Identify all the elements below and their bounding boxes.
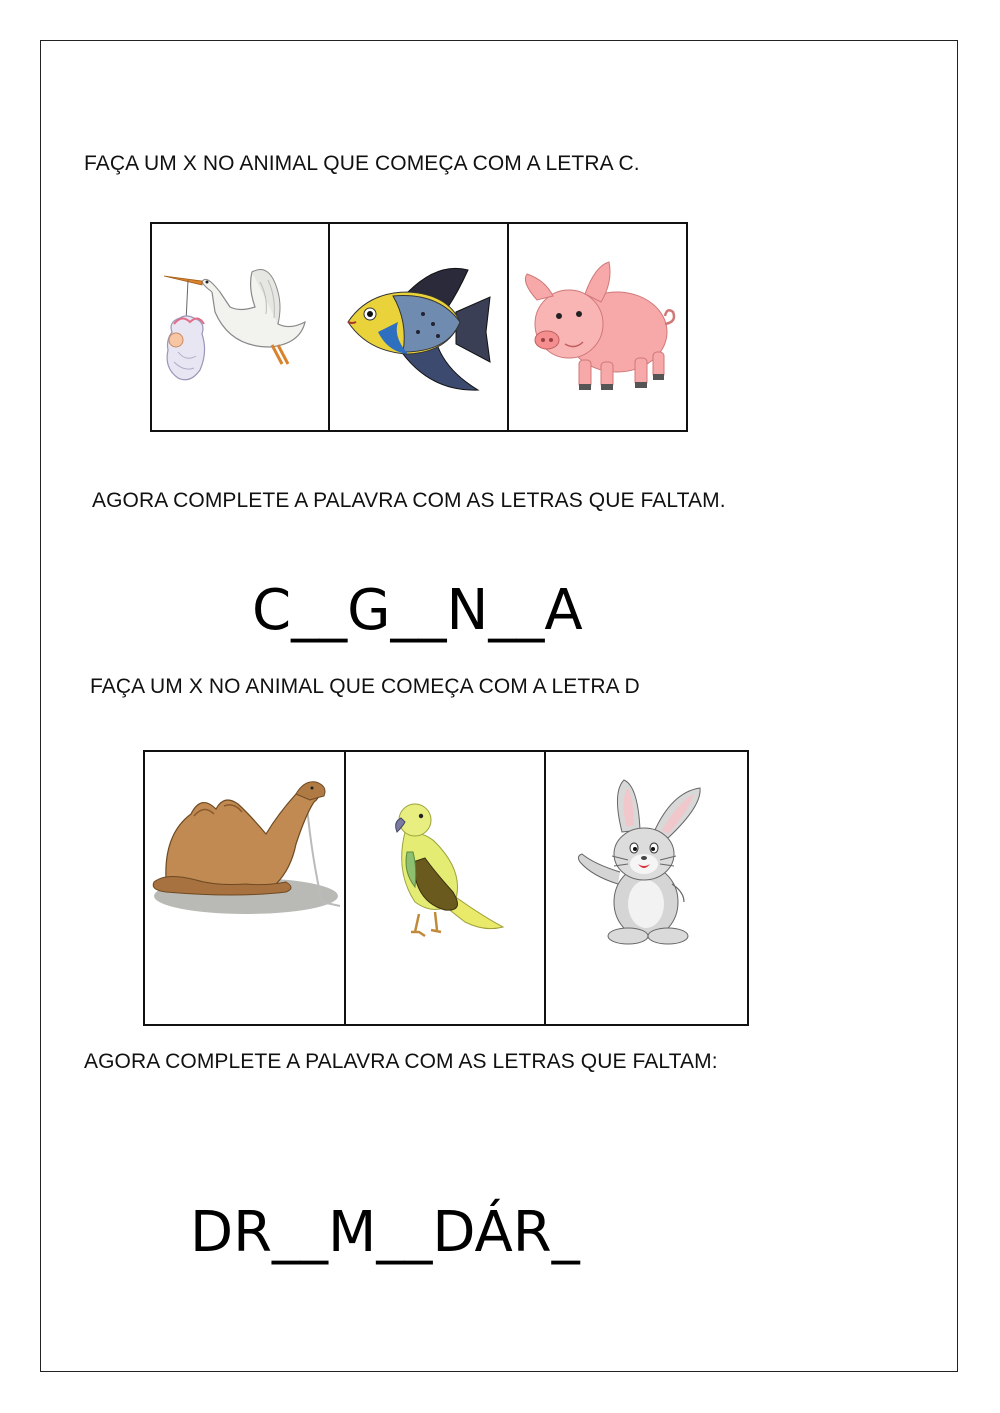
complete-instruction-d: AGORA COMPLETE A PALAVRA COM AS LETRAS QUE FALTAM: (84, 1050, 718, 1073)
pig-icon (517, 252, 677, 402)
word-to-complete-d: DR__M__DÁR_ (190, 1200, 580, 1265)
parrot-icon (375, 792, 515, 952)
stork-carrying-baby-icon (160, 252, 320, 402)
animal-option-rabbit[interactable] (546, 752, 747, 1024)
instruction-letter-d: FAÇA UM X NO ANIMAL QUE COMEÇA COM A LETRA D (90, 675, 640, 698)
animal-grid-d (143, 750, 749, 1026)
animal-option-fish[interactable] (330, 224, 508, 430)
camel-icon (146, 774, 342, 924)
animal-option-parrot[interactable] (346, 752, 547, 1024)
rabbit-icon (572, 772, 722, 952)
animal-option-pig[interactable] (509, 224, 686, 430)
complete-instruction-c: AGORA COMPLETE A PALAVRA COM AS LETRAS QUE FALTAM. (92, 489, 726, 512)
animal-option-stork[interactable] (152, 224, 330, 430)
animal-grid-c (150, 222, 688, 432)
animal-option-camel[interactable] (145, 752, 346, 1024)
instruction-letter-c: FAÇA UM X NO ANIMAL QUE COMEÇA COM A LETRA C. (84, 152, 640, 175)
word-to-complete-c: C__G__N__A (252, 578, 583, 643)
fish-icon (338, 252, 498, 402)
